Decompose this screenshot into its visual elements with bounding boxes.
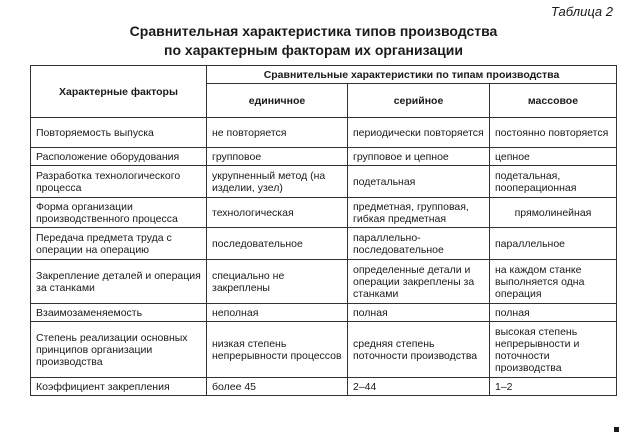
cell-serial: предметная, групповая, гибкая предметная	[348, 198, 490, 228]
table-row	[31, 228, 617, 260]
header-mass: массовое	[490, 84, 617, 118]
cell-single: низкая степень непрерывности процессов	[207, 322, 348, 378]
cell-single: групповое	[207, 148, 348, 166]
table-row	[31, 304, 617, 322]
cell-single: специально не закреплены	[207, 260, 348, 304]
corner-mark	[614, 427, 619, 432]
cell-factor: Степень реализации основных принципов организации производства	[31, 322, 207, 378]
cell-mass: полная	[490, 304, 617, 322]
cell-mass: высокая степень непрерывности и поточности производства	[490, 322, 617, 378]
cell-single: укрупненный метод (на изделии, узел)	[207, 166, 348, 198]
cell-single: последовательное	[207, 228, 348, 260]
table-row	[31, 198, 617, 228]
table-row	[31, 260, 617, 304]
cell-mass: подетальная, пооперационная	[490, 166, 617, 198]
cell-single: более 45	[207, 378, 348, 396]
table-row	[31, 322, 617, 378]
cell-factor: Взаимозаменяемость	[31, 304, 207, 322]
table-number: Таблица 2	[550, 4, 613, 19]
table-row	[31, 148, 617, 166]
cell-factor: Повторяемость выпуска	[31, 118, 207, 148]
cell-mass: постоянно повторяется	[490, 118, 617, 148]
cell-single: технологическая	[207, 198, 348, 228]
header-single: единичное	[207, 84, 348, 118]
cell-factor: Разработка технологического процесса	[31, 166, 207, 198]
table-title	[0, 22, 627, 60]
cell-factor: Расположение оборудования	[31, 148, 207, 166]
cell-mass: параллельное	[490, 228, 617, 260]
cell-serial: параллельно-последовательное	[348, 228, 490, 260]
cell-factor: Передача предмета труда с операции на операцию	[31, 228, 207, 260]
cell-factor: Коэффициент закрепления	[31, 378, 207, 396]
cell-serial: средняя степень поточности производства	[348, 322, 490, 378]
cell-factor: Закрепление деталей и операция за станками	[31, 260, 207, 304]
table-row	[31, 378, 617, 396]
cell-mass: 1–2	[490, 378, 617, 396]
title-line-2: по характерным факторам их организации	[164, 42, 463, 58]
title-line-1: Сравнительная характеристика типов производства	[129, 23, 498, 39]
cell-mass: цепное	[490, 148, 617, 166]
table-row	[31, 118, 617, 148]
cell-serial: определенные детали и операции закреплены за станками	[348, 260, 490, 304]
cell-single: неполная	[207, 304, 348, 322]
cell-factor: Форма организации производственного процесса	[31, 198, 207, 228]
cell-mass: прямолинейная	[490, 198, 617, 228]
cell-serial: 2–44	[348, 378, 490, 396]
cell-serial: групповое и цепное	[348, 148, 490, 166]
cell-serial: подетальная	[348, 166, 490, 198]
cell-serial: периодически повторяется	[348, 118, 490, 148]
cell-serial: полная	[348, 304, 490, 322]
header-group: Сравнительные характеристики по типам производства	[207, 66, 617, 84]
table-row	[31, 166, 617, 198]
header-factors: Характерные факторы	[31, 66, 207, 118]
cell-mass: на каждом станке выполняется одна операция	[490, 260, 617, 304]
cell-single: не повторяется	[207, 118, 348, 148]
header-serial: серийное	[348, 84, 490, 118]
comparison-table	[30, 65, 617, 396]
